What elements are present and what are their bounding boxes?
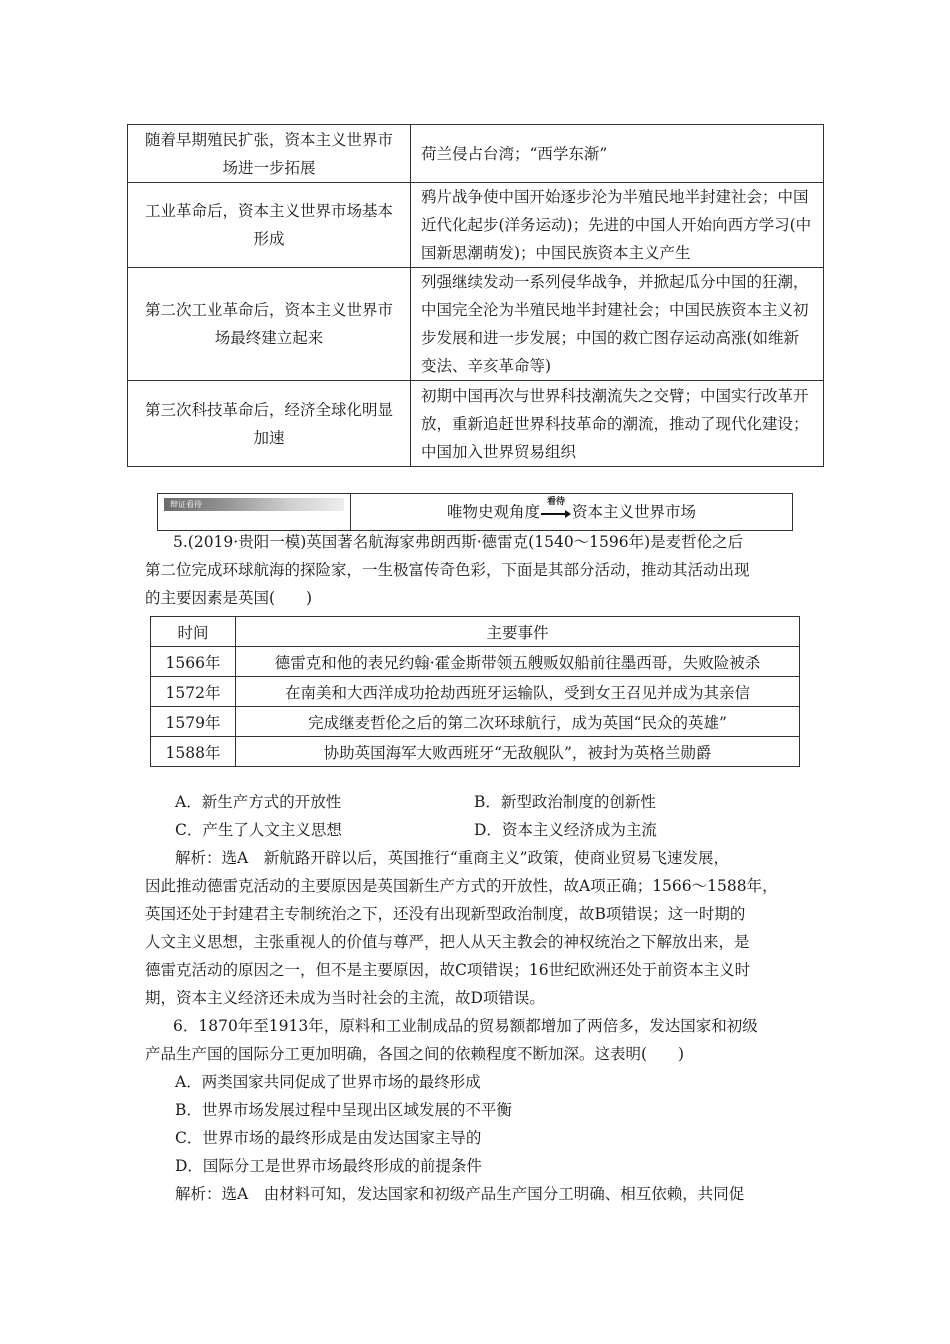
- q5-analysis-line: 英国还处于封建君主专制统治之下，还没有出现新型政治制度，故B项错误；这一时期的: [145, 905, 746, 923]
- history-comparison-table: [127, 124, 824, 467]
- section-banner: [157, 493, 793, 531]
- cell-event: 完成继麦哲伦之后的第二次环球航行，成为英国“民众的英雄”: [236, 707, 800, 737]
- q5-option-a: A．新生产方式的开放性: [175, 793, 342, 811]
- banner-left-text: 唯物史观角度: [446, 503, 540, 521]
- q5-option-b: B．新型政治制度的创新性: [474, 793, 656, 811]
- q5-option-d: D．资本主义经济成为主流: [474, 821, 657, 839]
- table-cell-stage: 第二次工业革命后，资本主义世界市场最终建立起来: [128, 268, 411, 381]
- q5-stem-line: 第二位完成环球航海的探险家，一生极富传奇色彩，下面是其部分活动，推动其活动出现: [145, 561, 750, 579]
- q6-option-b: B．世界市场发展过程中呈现出区域发展的不平衡: [175, 1101, 512, 1119]
- q5-stem-line: 5.(2019·贵阳一模)英国著名航海家弗朗西斯·德雷克(1540～1596年)是麦哲伦之后: [173, 533, 744, 551]
- events-table: [150, 616, 800, 767]
- table-row: [151, 647, 800, 677]
- banner-title: [351, 494, 792, 530]
- table-row: [151, 707, 800, 737]
- q6-option-c: C．世界市场的最终形成是由发达国家主导的: [175, 1129, 482, 1147]
- q5-stem-line: 的主要因素是英国( ): [145, 589, 313, 607]
- q6-option-a: A．两类国家共同促成了世界市场的最终形成: [175, 1073, 481, 1091]
- table-cell-stage: 随着早期殖民扩张，资本主义世界市场进一步拓展: [128, 125, 411, 183]
- cell-year: 1572年: [151, 677, 236, 707]
- table-row: [151, 737, 800, 767]
- q5-analysis-line: 期，资本主义经济还未成为当时社会的主流，故D项错误。: [145, 989, 545, 1007]
- q5-analysis-line: 德雷克活动的原因之一，但不是主要原因，故C项错误；16世纪欧洲还处于前资本主义时: [145, 961, 751, 979]
- cell-event: 在南美和大西洋成功抢劫西班牙运输队，受到女王召见并成为其亲信: [236, 677, 800, 707]
- table-row: [128, 381, 824, 467]
- q6-analysis-line: 解析：选A 由材料可知，发达国家和初级产品生产国分工明确、相互依赖，共同促: [175, 1185, 745, 1203]
- q6-stem-line: 产品生产国的国际分工更加明确，各国之间的依赖程度不断加深。这表明( ): [145, 1045, 685, 1063]
- cell-event: 协助英国海军大败西班牙“无敌舰队”，被封为英格兰勋爵: [236, 737, 800, 767]
- banner-right-text: 资本主义世界市场: [572, 503, 697, 521]
- cell-year: 1566年: [151, 647, 236, 677]
- table-row: [128, 183, 824, 268]
- q5-analysis-line: 人文主义思想，主张重视人的价值与尊严，把人从天主教会的神权统治之下解放出来，是: [145, 933, 750, 951]
- table-header-row: [151, 617, 800, 647]
- table-cell-stage: 第三次科技革命后，经济全球化明显加速: [128, 381, 411, 467]
- column-header-time: 时间: [151, 617, 236, 647]
- q6-option-d: D．国际分工是世界市场最终形成的前提条件: [175, 1157, 482, 1175]
- q5-analysis-line: 解析：选A 新航路开辟以后，英国推行“重商主义”政策，使商业贸易飞速发展，: [175, 849, 730, 867]
- table-cell-china: 荷兰侵占台湾；“西学东渐”: [411, 125, 824, 183]
- table-row: [128, 268, 824, 381]
- table-cell-china: 鸦片战争使中国开始逐步沦为半殖民地半封建社会；中国近代化起步(洋务运动)；先进的中国人开始向西方学习(中国新思潮萌发)；中国民族资本主义产生: [411, 183, 824, 268]
- table-cell-stage: 工业革命后，资本主义世界市场基本形成: [128, 183, 411, 268]
- q5-option-c: C．产生了人文主义思想: [175, 821, 342, 839]
- table-cell-china: 初期中国再次与世界科技潮流失之交臂；中国实行改革开放，重新追赶世界科技革命的潮流，推动了现代化建设；中国加入世界贸易组织: [411, 381, 824, 467]
- q5-analysis-line: 因此推动德雷克活动的主要原因是英国新生产方式的开放性，故A项正确；1566～1588年，: [145, 877, 778, 895]
- table-row: [128, 125, 824, 183]
- cell-year: 1588年: [151, 737, 236, 767]
- cell-year: 1579年: [151, 707, 236, 737]
- column-header-event: 主要事件: [236, 617, 800, 647]
- table-cell-china: 列强继续发动一系列侵华战争，并掀起瓜分中国的狂潮，中国完全沦为半殖民地半封建社会；中国民族资本主义初步发展和进一步发展；中国的救亡图存运动高涨(如维新变法、辛亥革命等): [411, 268, 824, 381]
- cell-event: 德雷克和他的表兄约翰·霍金斯带领五艘贩奴船前往墨西哥，失败险被杀: [236, 647, 800, 677]
- arrow-icon: [541, 497, 571, 518]
- q6-stem-line: 6．1870年至1913年，原料和工业制成品的贸易额都增加了两倍多，发达国家和初级: [173, 1017, 758, 1035]
- banner-tag: 辩证看待: [164, 498, 344, 511]
- arrow-label: 看待: [546, 497, 565, 507]
- table-row: [151, 677, 800, 707]
